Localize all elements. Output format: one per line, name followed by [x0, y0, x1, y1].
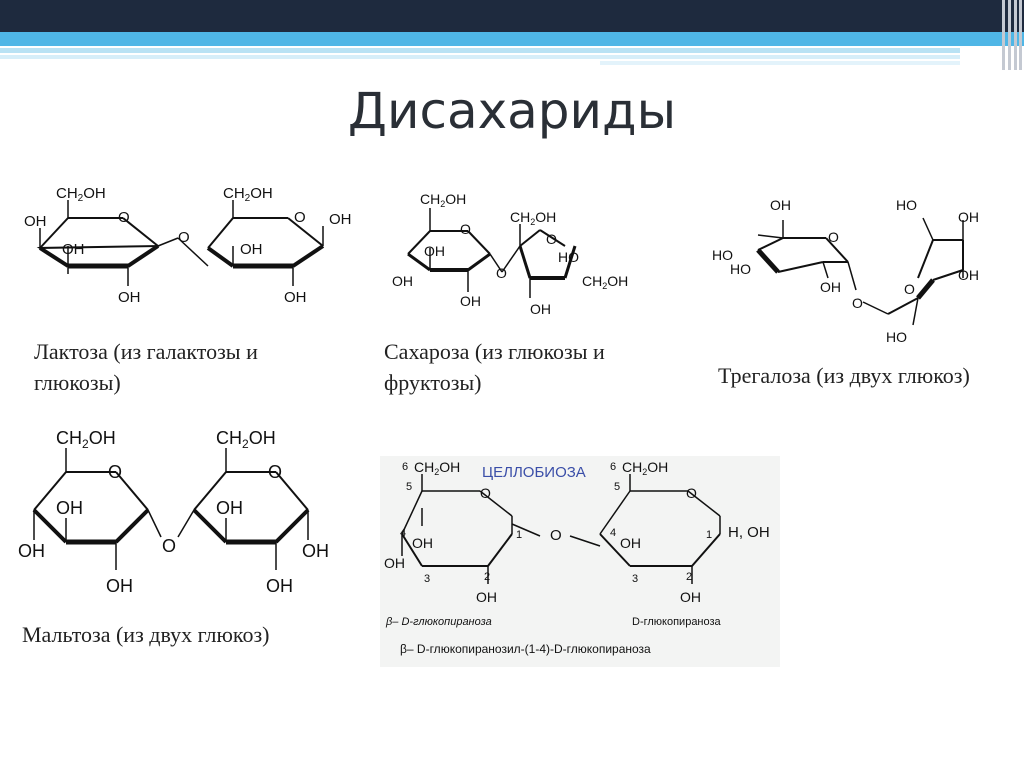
svg-text:CH2OH: $CH_2OH$: [420, 191, 467, 209]
svg-text:OH: OH: [18, 541, 45, 561]
svg-text:O: O: [118, 209, 130, 226]
slide-title: Дисахариды: [347, 82, 677, 140]
top-bar-light: [0, 32, 1024, 46]
svg-text:2: 2: [686, 571, 693, 583]
svg-text:OH: OH: [530, 301, 551, 317]
svg-text:OH: OH: [424, 243, 445, 259]
svg-text:O: O: [828, 229, 839, 245]
top-bar-line: [600, 61, 960, 65]
caption-lactose: Лактоза (из галактозы и глюкозы): [34, 339, 258, 395]
svg-text:O: O: [686, 485, 697, 501]
svg-text:5: 5: [406, 481, 413, 493]
svg-text:OH: OH: [820, 279, 841, 295]
svg-text:1: 1: [706, 529, 713, 541]
svg-text:OH: OH: [24, 213, 47, 230]
svg-text:O: O: [852, 295, 863, 311]
svg-text:OH: OH: [958, 209, 979, 225]
svg-text:HO: HO: [712, 247, 733, 263]
top-bar-dark: [0, 0, 1024, 32]
svg-text:OH: OH: [620, 535, 641, 551]
svg-text:OH: OH: [284, 289, 307, 306]
caption-maltose: Мальтоза (из двух глюкоз): [22, 622, 270, 647]
svg-text:2: 2: [484, 571, 491, 583]
svg-text:3: 3: [632, 573, 639, 585]
svg-text:OH: OH: [412, 535, 433, 551]
svg-text:O: O: [904, 281, 915, 297]
svg-text:CH2OH: $CH_2OH$: [510, 209, 557, 227]
svg-text:CH2OH: $CH_2OH$: [56, 185, 106, 204]
svg-text:O: O: [162, 536, 177, 556]
svg-text:OH: OH: [216, 498, 243, 518]
svg-text:OH: OH: [392, 273, 413, 289]
svg-text:O: O: [460, 221, 471, 237]
svg-text:OH: OH: [240, 241, 263, 258]
svg-text:O: O: [178, 229, 190, 246]
svg-text:OH: OH: [106, 576, 133, 596]
svg-text:1: 1: [516, 529, 523, 541]
svg-text:CH2OH: $CH_2OH$: [216, 428, 276, 451]
svg-text:OH: OH: [680, 589, 701, 605]
svg-text:OH: OH: [302, 541, 329, 561]
svg-text:HO: HO: [886, 329, 907, 345]
sucrose-structure: [390, 186, 650, 321]
svg-text:CH2OH: $CH_2OH$: [56, 428, 116, 451]
svg-text:O: O: [550, 527, 562, 544]
trehalose-structure: [708, 190, 1008, 350]
svg-text:HO: HO: [896, 197, 917, 213]
top-bar-line: [0, 48, 960, 53]
svg-text:O: O: [496, 265, 507, 281]
svg-text:OH: OH: [118, 289, 141, 306]
svg-text:O: O: [294, 209, 306, 226]
svg-text:6: 6: [610, 461, 617, 473]
svg-text:O: O: [108, 462, 123, 482]
cellobiose-left-unit: β– D-глюкопираноза: [386, 616, 492, 628]
svg-text:4: 4: [610, 527, 617, 539]
maltose-structure: [16, 422, 356, 602]
edge-stripes: [1000, 0, 1024, 70]
lactose-structure: [18, 178, 368, 313]
svg-text:6: 6: [402, 461, 409, 473]
svg-text:OH: OH: [266, 576, 293, 596]
caption-trehalose: Трегалоза (из двух глюкоз): [718, 363, 970, 388]
svg-text:5: 5: [614, 481, 621, 493]
svg-text:OH: OH: [329, 211, 352, 228]
svg-text:OH: OH: [958, 267, 979, 283]
svg-text:OH: OH: [476, 589, 497, 605]
cellobiose-anomeric-label: H, OH: [728, 524, 770, 541]
svg-text:CH2OH: $CH_2OH$: [223, 185, 273, 204]
svg-text:CH2OH: $CH_2OH$: [414, 459, 461, 477]
svg-text:OH: OH: [384, 555, 405, 571]
top-bar-line: [0, 55, 960, 59]
caption-sucrose: Сахароза (из глюкозы и фруктозы): [384, 339, 605, 395]
svg-text:4: 4: [400, 527, 407, 539]
svg-text:HO: HO: [558, 249, 579, 265]
svg-text:O: O: [480, 485, 491, 501]
svg-text:CH2OH: $CH_2OH$: [582, 273, 629, 291]
svg-text:O: O: [268, 462, 283, 482]
svg-text:CH2OH: $CH_2OH$: [622, 459, 669, 477]
cellobiose-right-unit: D-глюкопираноза: [632, 616, 721, 628]
cellobiose-title: ЦЕЛЛОБИОЗА: [482, 464, 586, 481]
svg-text:3: 3: [424, 573, 431, 585]
svg-text:O: O: [546, 231, 557, 247]
svg-text:OH: OH: [62, 241, 85, 258]
svg-text:OH: OH: [770, 197, 791, 213]
svg-text:OH: OH: [56, 498, 83, 518]
cellobiose-full-name: β– D-глюкопиранозил-(1-4)-D-глюкопираноза: [400, 642, 651, 656]
svg-text:HO: HO: [730, 261, 751, 277]
svg-text:OH: OH: [460, 293, 481, 309]
